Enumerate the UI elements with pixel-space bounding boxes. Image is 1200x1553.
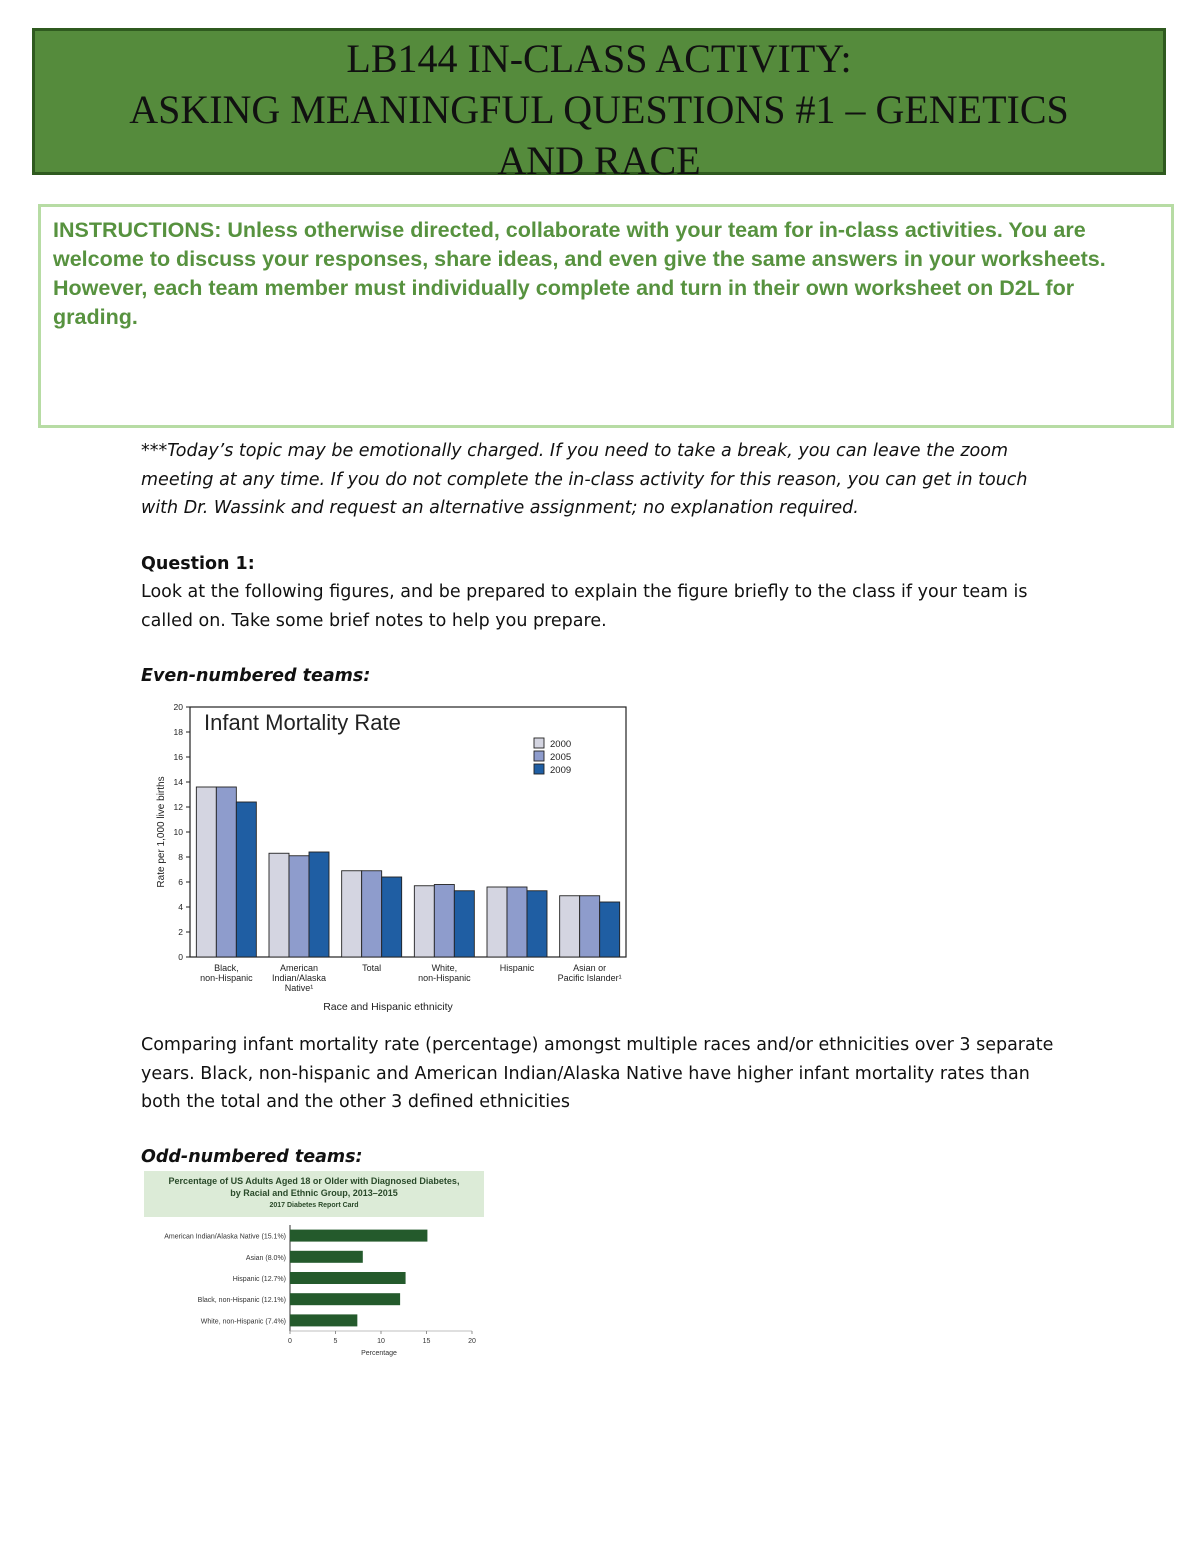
bar-2009 (600, 902, 620, 957)
bar-2005 (362, 871, 382, 957)
legend-swatch-2009 (534, 764, 544, 774)
chart-title-line: by Racial and Ethnic Group, 2013–2015 (230, 1188, 398, 1198)
category-label: Black, non-Hispanic (12.1%) (197, 1297, 286, 1305)
bar-2000 (269, 853, 289, 957)
even-teams-label: Even-numbered teams: (141, 666, 371, 686)
y-tick-label: 4 (178, 902, 183, 912)
category-label: Hispanic (12.7%) (232, 1276, 286, 1283)
x-category-label: Pacific Islander¹ (557, 973, 622, 983)
bar-2000 (196, 787, 216, 957)
x-tick-label: 5 (333, 1338, 338, 1345)
legend-label-2005: 2005 (550, 752, 572, 763)
bar-2005 (580, 896, 600, 957)
bar (290, 1272, 406, 1284)
legend-swatch-2000 (534, 738, 544, 748)
x-category-label: Total (362, 963, 382, 973)
x-category-label: White, (431, 963, 458, 973)
legend-label-2009: 2009 (550, 765, 572, 776)
bar (290, 1251, 363, 1263)
category-label: American Indian/Alaska Native (15.1%) (164, 1233, 286, 1241)
instructions-box (38, 204, 1174, 428)
bar-2005 (289, 856, 309, 957)
category-label: White, non-Hispanic (7.4%) (200, 1318, 286, 1326)
title-line-2: ASKING MEANINGFUL QUESTIONS #1 – GENETICS (129, 87, 1069, 132)
x-category-label: Asian or (573, 963, 607, 973)
y-tick-label: 0 (178, 952, 183, 962)
x-tick-label: 0 (288, 1338, 292, 1345)
x-category-label: Native¹ (284, 983, 314, 993)
infant-mortality-chart (150, 700, 630, 1018)
y-tick-label: 16 (173, 752, 183, 762)
x-category-label: Indian/Alaska (271, 973, 327, 983)
chart-title-line: Percentage of US Adults Aged 18 or Older with Diagnosed Diabetes, (168, 1176, 460, 1186)
bar (290, 1293, 400, 1305)
bar-2009 (382, 877, 402, 957)
bar-2000 (414, 886, 434, 957)
x-tick-label: 10 (377, 1338, 385, 1345)
bar-2000 (487, 887, 507, 957)
x-category-label: non-Hispanic (200, 973, 253, 983)
y-tick-label: 10 (173, 827, 183, 837)
legend-swatch-2005 (534, 751, 544, 761)
question-1-prompt: Look at the following figures, and be prepared to explain the figure briefly to the class if your team is called on. Take some brief notes to help you prepare. (141, 582, 1028, 631)
x-axis-label: Percentage (361, 1350, 397, 1357)
diabetes-chart (140, 1170, 490, 1362)
instructions-text: INSTRUCTIONS: Unless otherwise directed, collaborate with your team for in-class activities. You are welcome to discuss your responses, share ideas, and even give the same answers in your worksheets. However, each team member must individually complete and turn in their own worksheet on D2L for grading. (53, 218, 1106, 329)
worksheet-title-banner (32, 28, 1166, 183)
emotional-notice: ***Today’s topic may be emotionally charged. If you need to take a break, you can leave the zoom meeting at any time. If you do not complete the in-class activity for this reason, you can get in touch with Dr. Wassink and request an alternative assignment; no explanation required. (141, 441, 1028, 518)
bar-2000 (342, 871, 362, 957)
chart-title-line: 2017 Diabetes Report Card (269, 1202, 359, 1209)
x-category-label: Black, (214, 963, 239, 973)
title-line-1: LB144 IN-CLASS ACTIVITY: (346, 36, 852, 81)
bar-2005 (434, 885, 454, 958)
y-tick-label: 2 (178, 927, 183, 937)
x-tick-label: 15 (422, 1338, 431, 1345)
question-1-heading: Question 1: (141, 554, 255, 574)
bar-2009 (454, 891, 474, 957)
chart-title: Infant Mortality Rate (204, 710, 401, 735)
bar-2009 (309, 852, 329, 957)
y-tick-label: 18 (173, 727, 183, 737)
y-tick-label: 8 (178, 852, 183, 862)
bar-2009 (527, 891, 547, 957)
bar-2005 (507, 887, 527, 957)
x-category-label: non-Hispanic (418, 973, 471, 983)
y-axis-label: Rate per 1,000 live births (156, 776, 167, 888)
bar-2000 (560, 896, 580, 957)
legend-label-2000: 2000 (550, 739, 572, 750)
bar-2009 (236, 802, 256, 957)
x-axis-label: Race and Hispanic ethnicity (323, 1001, 453, 1013)
y-tick-label: 6 (178, 877, 183, 887)
x-category-label: Hispanic (499, 963, 535, 973)
y-tick-label: 20 (173, 702, 183, 712)
x-tick-label: 20 (468, 1338, 476, 1345)
bar (290, 1230, 427, 1242)
bar-2005 (216, 787, 236, 957)
x-category-label: American (279, 963, 319, 973)
title-line-3: AND RACE (497, 138, 701, 183)
y-tick-label: 12 (173, 802, 183, 812)
answer-text: Comparing infant mortality rate (percentage) amongst multiple races and/or ethnicities over 3 separate years. Black, non-hispanic and American Indian/Alaska Native have higher infant mortality rates than both the total and the other 3 defined ethnicities (141, 1035, 1054, 1112)
category-label: Asian (8.0%) (245, 1254, 286, 1262)
bar (290, 1314, 357, 1326)
y-tick-label: 14 (173, 777, 183, 787)
odd-teams-label: Odd-numbered teams: (141, 1147, 363, 1167)
